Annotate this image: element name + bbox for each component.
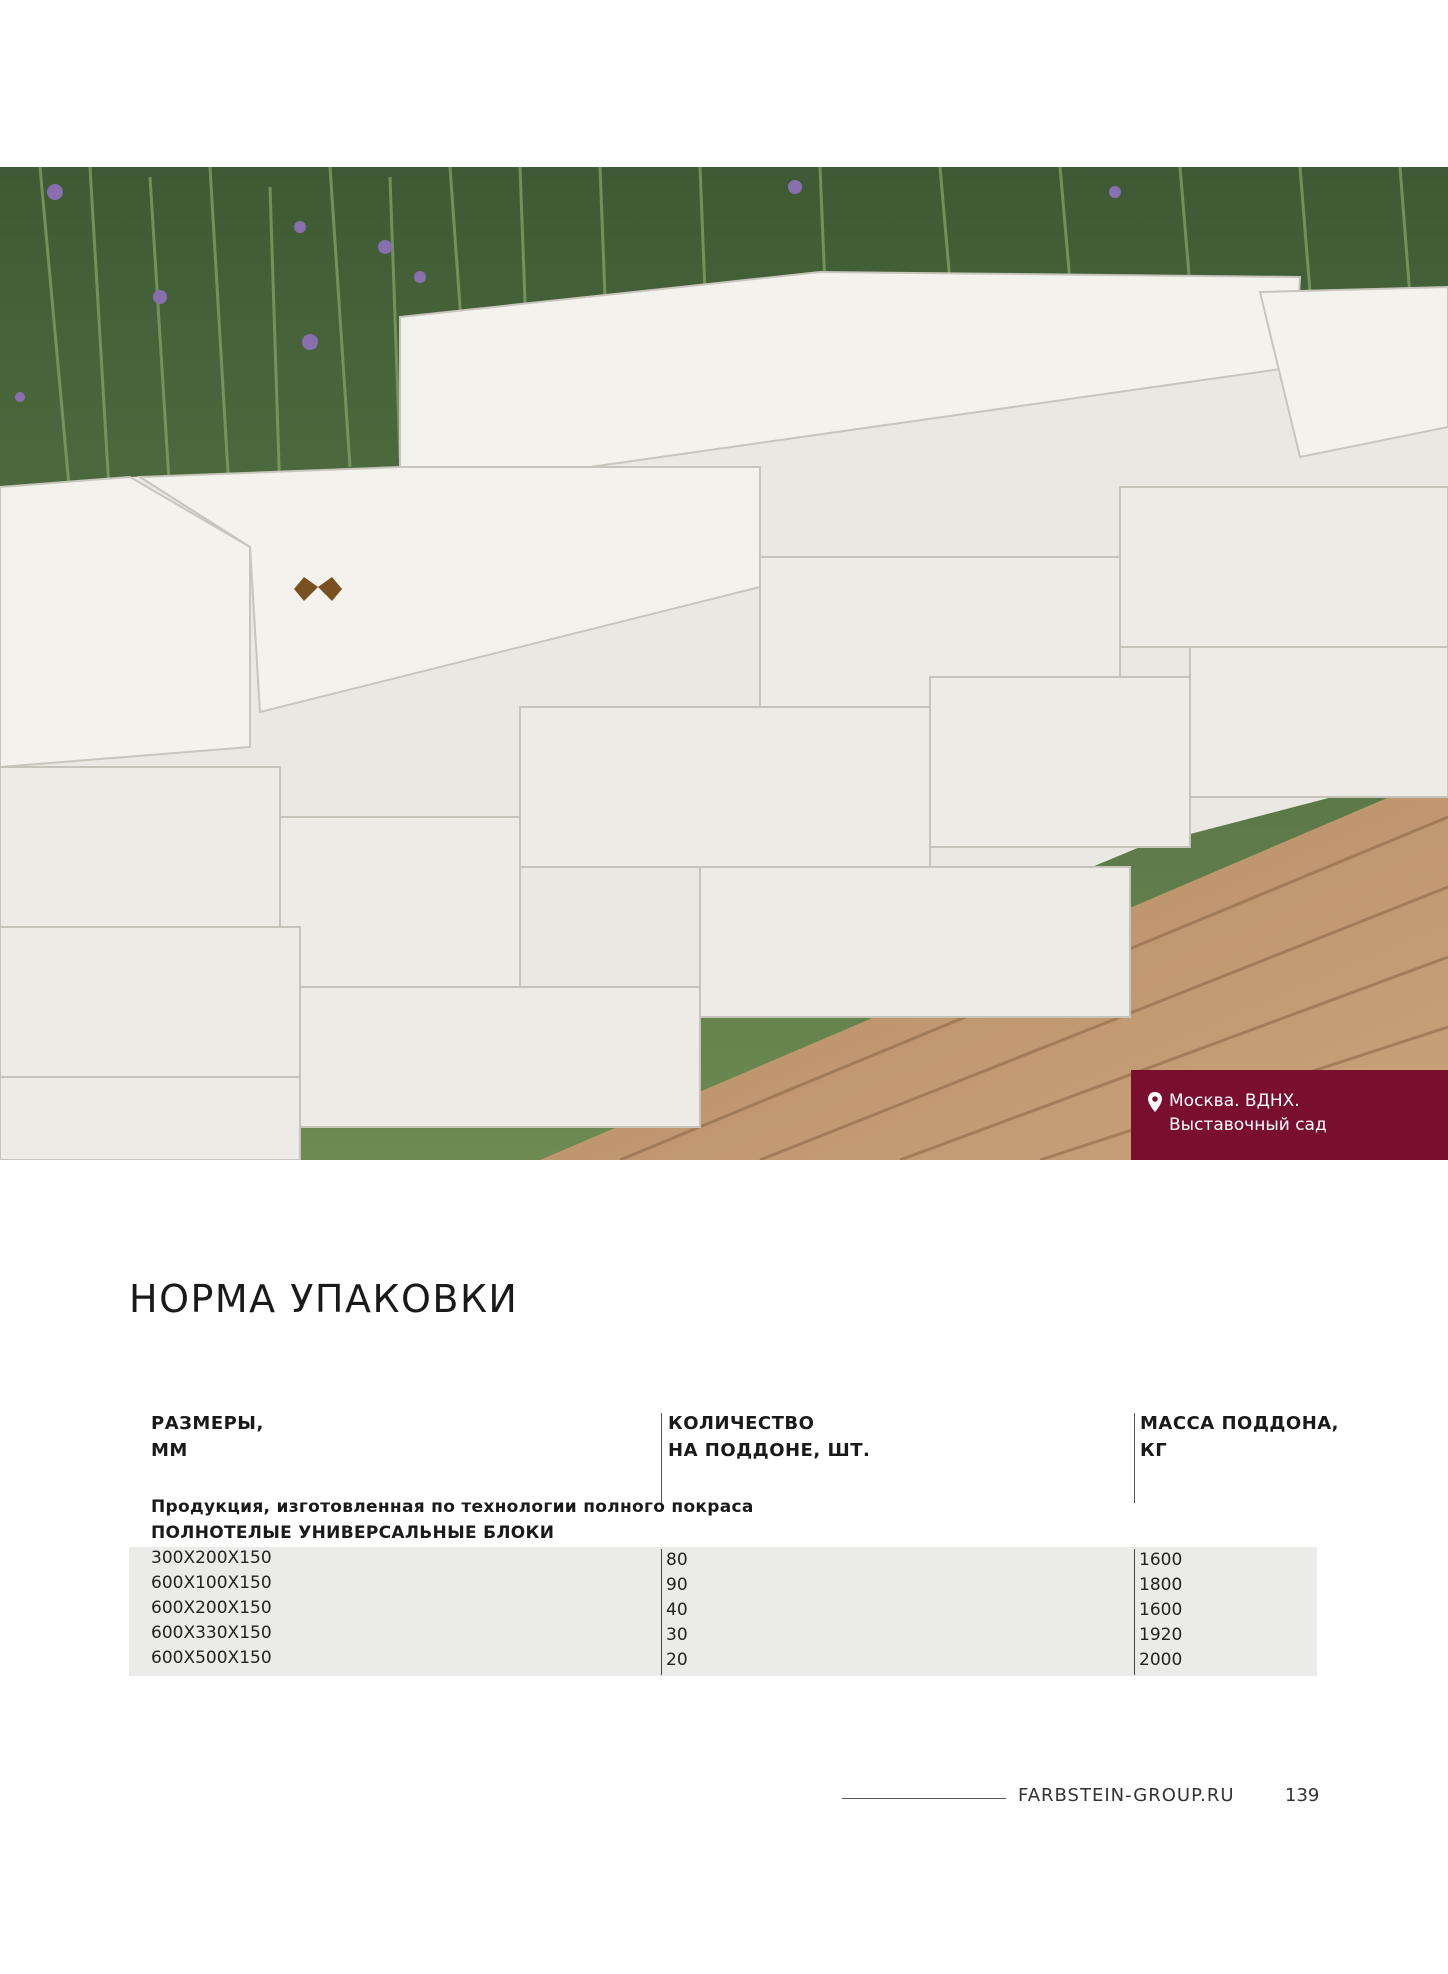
header-pallet-mass — [1140, 1410, 1339, 1464]
wall-photo — [0, 167, 1448, 1160]
table-cell: 300Х200Х150 — [151, 1548, 272, 1568]
header-quantity — [668, 1410, 870, 1464]
table-cell: 1600 — [1139, 1600, 1183, 1620]
column-divider — [1134, 1549, 1135, 1675]
table-cell: 40 — [666, 1600, 688, 1620]
column-pallet-mass — [1139, 1548, 1182, 1673]
stone-wall-illustration — [0, 167, 1448, 1160]
table-cell: 30 — [666, 1625, 688, 1645]
header-mass-line1: МАССА ПОДДОНА, — [1140, 1413, 1340, 1434]
table-cell: 600Х100Х150 — [151, 1573, 272, 1593]
table-cell: 1800 — [1139, 1575, 1183, 1595]
header-dimensions-line1: РАЗМЕРЫ, — [151, 1413, 264, 1434]
column-dimensions — [151, 1546, 272, 1671]
header-mass-line2: КГ — [1140, 1440, 1168, 1461]
photo-caption — [1131, 1070, 1448, 1160]
section-title: ПОЛНОТЕЛЫЕ УНИВЕРСАЛЬНЫЕ БЛОКИ — [151, 1523, 555, 1543]
header-divider — [1134, 1413, 1135, 1503]
section-note: Продукция, изготовленная по технологии полного покраса — [151, 1497, 754, 1517]
table-cell: 90 — [666, 1575, 688, 1595]
page-number: 139 — [1285, 1785, 1320, 1806]
header-dimensions-line2: ММ — [151, 1440, 188, 1461]
caption-place: Выставочный сад — [1169, 1115, 1327, 1135]
table-cell: 1920 — [1139, 1625, 1183, 1645]
header-quantity-line2: НА ПОДДОНЕ, ШТ. — [668, 1440, 871, 1461]
table-cell: 2000 — [1139, 1650, 1183, 1670]
caption-location: Москва. ВДНХ. — [1169, 1091, 1300, 1111]
location-pin-icon — [1148, 1092, 1162, 1112]
footer-rule — [842, 1798, 1006, 1799]
table-cell: 80 — [666, 1550, 688, 1570]
header-quantity-line1: КОЛИЧЕСТВО — [668, 1413, 815, 1434]
table-cell: 600Х500Х150 — [151, 1648, 272, 1668]
table-cell: 1600 — [1139, 1550, 1183, 1570]
table-cell: 600Х330Х150 — [151, 1623, 272, 1643]
column-quantity — [666, 1548, 688, 1673]
footer-website[interactable]: FARBSTEIN-GROUP.RU — [1018, 1785, 1235, 1806]
table-cell: 20 — [666, 1650, 688, 1670]
table-cell: 600Х200Х150 — [151, 1598, 272, 1618]
column-divider — [661, 1549, 662, 1675]
header-divider — [661, 1413, 662, 1503]
page-title: НОРМА УПАКОВКИ — [129, 1277, 519, 1321]
header-dimensions — [151, 1410, 264, 1464]
